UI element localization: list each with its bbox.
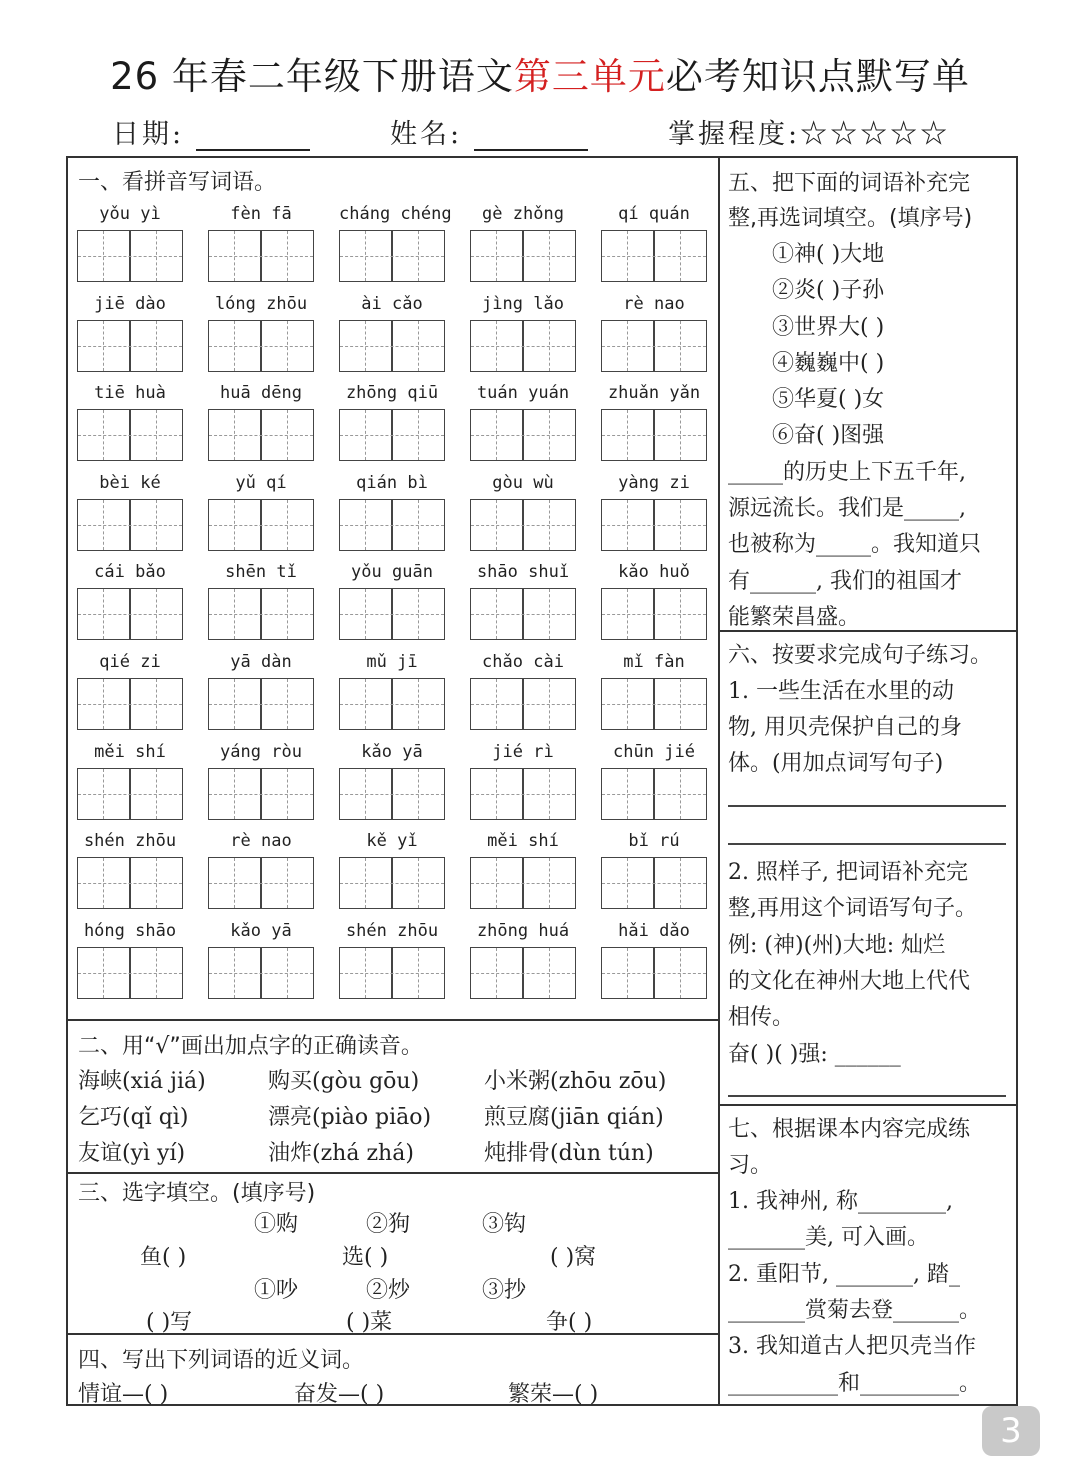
question-line: _______赏菊去登______。 — [728, 1298, 982, 1323]
writing-box — [470, 947, 576, 999]
pinyin-label: kǎo huǒ — [618, 562, 690, 583]
writing-box — [77, 499, 183, 551]
pinyin-label: měi shí — [94, 741, 166, 762]
divider — [67, 1172, 718, 1174]
fill-blank: ( )写 — [146, 1310, 193, 1335]
pinyin-label: fèn fā — [230, 204, 292, 224]
question-line: 1. 一些生活在水里的动 — [728, 679, 954, 704]
divider — [67, 1019, 718, 1021]
pinyin-label: yáng ròu — [220, 741, 302, 762]
writing-box — [470, 230, 576, 282]
reading-item: 购买(gòu gōu) — [268, 1069, 420, 1094]
writing-box — [470, 588, 576, 640]
writing-box — [77, 768, 183, 820]
writing-box — [208, 588, 314, 640]
writing-box — [601, 768, 707, 820]
question-line: 奋( )( )强: ______ — [728, 1042, 901, 1067]
pinyin-label: kě yǐ — [366, 831, 418, 852]
reading-item: 友谊(yì yí) — [78, 1141, 186, 1166]
pinyin-label: cái bǎo — [94, 562, 166, 583]
idiom-item: ⑤华夏( )女 — [772, 387, 885, 412]
writing-box — [339, 678, 445, 730]
fill-blank: 争( ) — [546, 1310, 593, 1335]
pinyin-label: cháng chéng — [339, 204, 452, 224]
pinyin-label: rè nao — [623, 293, 685, 314]
fill-blank: 选( ) — [342, 1245, 389, 1270]
writing-box — [601, 947, 707, 999]
question-line: 例: (神)(州)大地: 灿烂 — [728, 933, 946, 958]
question-line: __________和_________。 — [728, 1371, 982, 1396]
answer-line — [728, 805, 1006, 807]
writing-box — [77, 320, 183, 372]
writing-box — [601, 678, 707, 730]
pinyin-label: mǐ fàn — [623, 652, 685, 672]
idiom-item: ⑥奋( )图强 — [772, 423, 885, 448]
pinyin-label: mǔ jī — [366, 652, 418, 672]
reading-item: 海峡(xiá jiá) — [78, 1069, 206, 1094]
pinyin-label: kǎo yā — [230, 920, 292, 941]
reading-item: 漂亮(piào piāo) — [268, 1105, 432, 1130]
writing-box — [601, 320, 707, 372]
date-field: 日期: — [112, 112, 310, 151]
pinyin-label: zhōng qiū — [345, 383, 439, 404]
pinyin-label: měi shí — [487, 831, 559, 852]
section3-title: 三、选字填空。(填序号) — [78, 1181, 316, 1206]
writing-box — [208, 947, 314, 999]
writing-box — [77, 947, 183, 999]
answer-line — [728, 843, 1006, 845]
question-line: 相传。 — [728, 1005, 795, 1030]
passage-line: 也被称为_____。我知道只 — [728, 532, 982, 557]
section4-title: 四、写出下列词语的近义词。 — [78, 1348, 365, 1373]
section7-title: 七、根据课本内容完成练 — [728, 1117, 971, 1142]
question-line: 物, 用贝壳保护自己的身 — [728, 715, 962, 740]
writing-box — [77, 678, 183, 730]
idiom-item: ②炎( )子孙 — [772, 278, 885, 303]
answer-line — [728, 1095, 1006, 1097]
pinyin-label: hǎi dǎo — [618, 920, 690, 941]
reading-item: 小米粥(zhōu zōu) — [484, 1069, 667, 1094]
writing-box — [339, 320, 445, 372]
question-line: _______美, 可入画。 — [728, 1225, 929, 1250]
passage-line: 源远流长。我们是_____, — [728, 496, 966, 521]
question-line: 体。(用加点词写句子) — [728, 751, 944, 776]
pinyin-label: zhōng huá — [476, 920, 570, 941]
writing-box — [339, 588, 445, 640]
page-number-badge: 3 — [982, 1406, 1040, 1456]
passage-line: 能繁荣昌盛。 — [728, 605, 861, 630]
writing-box — [470, 768, 576, 820]
pinyin-label: yā dàn — [230, 652, 292, 672]
pinyin-label: jié rì — [492, 741, 554, 762]
pinyin-label: qí quán — [618, 204, 690, 224]
pinyin-label: qián bì — [356, 472, 428, 493]
writing-box — [208, 230, 314, 282]
question-line: 2. 照样子, 把词语补充完 — [728, 860, 968, 885]
pinyin-label: jiē dào — [94, 293, 166, 314]
pinyin-label: shēn tǐ — [225, 562, 297, 583]
writing-box — [339, 230, 445, 282]
writing-box — [470, 409, 576, 461]
synonym-item: 情谊—( ) — [78, 1382, 169, 1407]
writing-box — [339, 768, 445, 820]
option: ②狗 — [366, 1212, 411, 1237]
writing-box — [601, 409, 707, 461]
writing-box — [470, 320, 576, 372]
pinyin-label: bèi ké — [99, 472, 161, 493]
writing-box — [77, 857, 183, 909]
pinyin-label: zhuǎn yǎn — [607, 383, 701, 404]
writing-box — [77, 588, 183, 640]
pinyin-label: tuán yuán — [476, 383, 570, 404]
pinyin-label: qié zi — [99, 652, 161, 672]
mastery-field: 掌握程度:☆☆☆☆☆ — [668, 119, 951, 150]
section7-title-line2: 习。 — [728, 1153, 773, 1178]
pinyin-label: chūn jié — [613, 741, 695, 762]
question-line: 3. 我知道古人把贝壳当作 — [728, 1334, 976, 1359]
idiom-item: ④巍巍中( ) — [772, 351, 885, 376]
writing-box — [470, 678, 576, 730]
idiom-item: ①神( )大地 — [772, 242, 885, 267]
pinyin-label: shén zhōu — [83, 831, 177, 852]
writing-box — [339, 409, 445, 461]
pinyin-label: yàng zi — [618, 472, 690, 493]
pinyin-label: jìng lǎo — [482, 293, 564, 314]
passage-line: _____的历史上下五千年, — [728, 460, 966, 485]
question-line: 2. 重阳节, _______, 踏_ — [728, 1262, 960, 1287]
writing-box — [339, 947, 445, 999]
writing-box — [208, 857, 314, 909]
section2-title: 二、用“√”画出加点字的正确读音。 — [78, 1034, 423, 1059]
pinyin-label: chǎo cài — [482, 652, 564, 672]
pinyin-label: shāo shuǐ — [476, 562, 570, 583]
fill-blank: ( )菜 — [346, 1310, 393, 1335]
pinyin-label: rè nao — [230, 831, 292, 852]
reading-item: 油炸(zhá zhá) — [268, 1141, 414, 1166]
reading-item: 煎豆腐(jiān qián) — [484, 1105, 664, 1130]
question-line: 的文化在神州大地上代代 — [728, 969, 971, 994]
pinyin-label: gè zhǒng — [482, 204, 564, 224]
writing-box — [208, 678, 314, 730]
option: ①吵 — [254, 1278, 299, 1303]
section6-title: 六、按要求完成句子练习。 — [728, 643, 993, 668]
page-title: 26 年春二年级下册语文第三单元必考知识点默写单 — [110, 55, 970, 98]
section5-title-line2: 整,再选词填空。(填序号) — [728, 206, 973, 231]
divider — [719, 1104, 1017, 1106]
pinyin-label: lóng zhōu — [214, 293, 308, 314]
pinyin-label: shén zhōu — [345, 920, 439, 941]
idiom-item: ③世界大( ) — [772, 315, 885, 340]
pinyin-label: gòu wù — [492, 472, 554, 493]
question-line: 1. 我神州, 称________, — [728, 1189, 953, 1214]
pinyin-label: bǐ rú — [628, 831, 680, 852]
pinyin-label: huā dēng — [220, 383, 302, 404]
pinyin-label: ài cǎo — [361, 293, 423, 314]
writing-box — [208, 499, 314, 551]
option: ③抄 — [482, 1278, 527, 1303]
writing-box — [77, 230, 183, 282]
reading-item: 乞巧(qǐ qì) — [78, 1105, 189, 1130]
question-line: 整,再用这个词语写句子。 — [728, 896, 977, 921]
synonym-item: 繁荣—( ) — [508, 1382, 599, 1407]
pinyin-label: yǒu guān — [351, 562, 433, 583]
option: ②炒 — [366, 1278, 411, 1303]
writing-box — [208, 320, 314, 372]
option: ③钩 — [482, 1212, 527, 1237]
passage-line: 有______, 我们的祖国才 — [728, 569, 962, 594]
writing-box — [601, 499, 707, 551]
writing-box — [601, 857, 707, 909]
writing-box — [601, 588, 707, 640]
synonym-item: 奋发—( ) — [294, 1382, 385, 1407]
pinyin-label: yǒu yì — [99, 204, 161, 224]
name-field: 姓名: — [390, 112, 588, 151]
reading-item: 炖排骨(dùn tún) — [484, 1141, 654, 1166]
fill-blank: 鱼( ) — [140, 1245, 187, 1270]
writing-box — [470, 499, 576, 551]
fill-blank: ( )窝 — [550, 1245, 597, 1270]
pinyin-label: tiē huà — [94, 383, 166, 404]
mastery-stars: ☆☆☆☆☆ — [800, 119, 951, 150]
writing-box — [339, 499, 445, 551]
pinyin-label: hóng shāo — [83, 920, 177, 941]
writing-box — [339, 857, 445, 909]
writing-box — [601, 230, 707, 282]
writing-box — [208, 768, 314, 820]
section1-title: 一、看拼音写词语。 — [78, 170, 277, 195]
pinyin-label: yǔ qí — [235, 472, 287, 493]
column-divider — [718, 157, 720, 1406]
writing-box — [470, 857, 576, 909]
pinyin-label: kǎo yā — [361, 741, 423, 762]
section5-title: 五、把下面的词语补充完 — [728, 171, 971, 196]
option: ①购 — [254, 1212, 299, 1237]
writing-box — [77, 409, 183, 461]
writing-box — [208, 409, 314, 461]
